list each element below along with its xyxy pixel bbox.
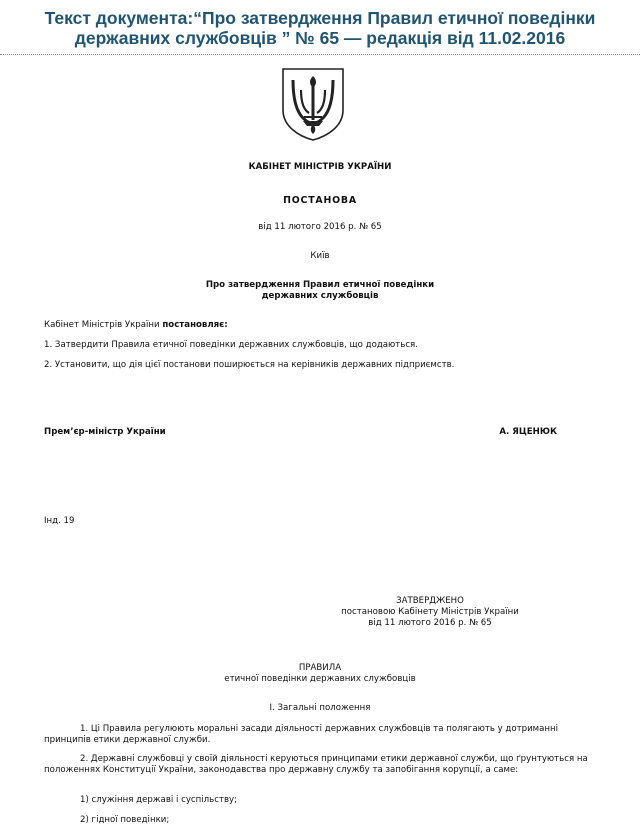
section-heading: I. Загальні положення xyxy=(269,703,371,713)
rules-item-1: 1) служіння державі і суспільству; xyxy=(80,795,237,805)
resolves-prefix: Кабінет Міністрів України xyxy=(44,320,163,330)
approval-line-2: постановою Кабінету Міністрів України xyxy=(341,607,519,617)
clause-2: 2. Установити, що дія цієї постанови поширюється на керівників державних підприємств. xyxy=(44,360,455,370)
issuer-heading: КАБІНЕТ МІНІСТРІВ УКРАЇНИ xyxy=(248,162,392,172)
resolution-title-line-1: Про затвердження Правил етичної поведінки xyxy=(205,280,435,290)
approval-line-3: від 11 лютого 2016 р. № 65 xyxy=(368,618,492,628)
rules-paragraph-1: 1. Ці Правила регулюють моральні засади діяльності державних службовців та полягають у дотриманні принципів етики державної служби. xyxy=(44,724,559,745)
rules-subtitle: етичної поведінки державних службовців xyxy=(224,674,416,684)
resolution-title-line-2: державних службовців xyxy=(261,291,379,301)
resolves-verb: постановляє: xyxy=(162,320,228,330)
resolves-line xyxy=(44,320,228,331)
document-date: від 11 лютого 2016 р. № 65 xyxy=(258,222,382,232)
signature-position: Прем’єр-міністр України xyxy=(44,427,166,437)
approval-line-1: ЗАТВЕРДЖЕНО xyxy=(396,596,464,606)
document-title xyxy=(0,8,640,48)
trident-coat-of-arms-icon xyxy=(279,66,347,142)
rules-item-2: 2) гідної поведінки; xyxy=(80,815,170,825)
rules-paragraph-2: 2. Державні службовці у своїй діяльності керуються принципами етики державної служби, що ґрунтуються на положеннях Конституції України, законодавства про державну службу та запобігання корупції, а саме: xyxy=(44,754,588,775)
signature-name: А. ЯЦЕНЮК xyxy=(499,427,557,437)
rules-title: ПРАВИЛА xyxy=(298,663,342,673)
clause-1: 1. Затвердити Правила етичної поведінки державних службовців, що додаються. xyxy=(44,340,418,350)
document-city: Київ xyxy=(310,251,330,261)
document-title-line-2: державних службовців ” № 65 — редакція від 11.02.2016 xyxy=(74,28,566,48)
document-type: ПОСТАНОВА xyxy=(283,195,357,206)
index-number: Інд. 19 xyxy=(44,516,75,526)
title-divider xyxy=(0,54,640,55)
document-title-line-1: Текст документа:“Про затвердження Правил етичної поведінки xyxy=(44,8,596,28)
